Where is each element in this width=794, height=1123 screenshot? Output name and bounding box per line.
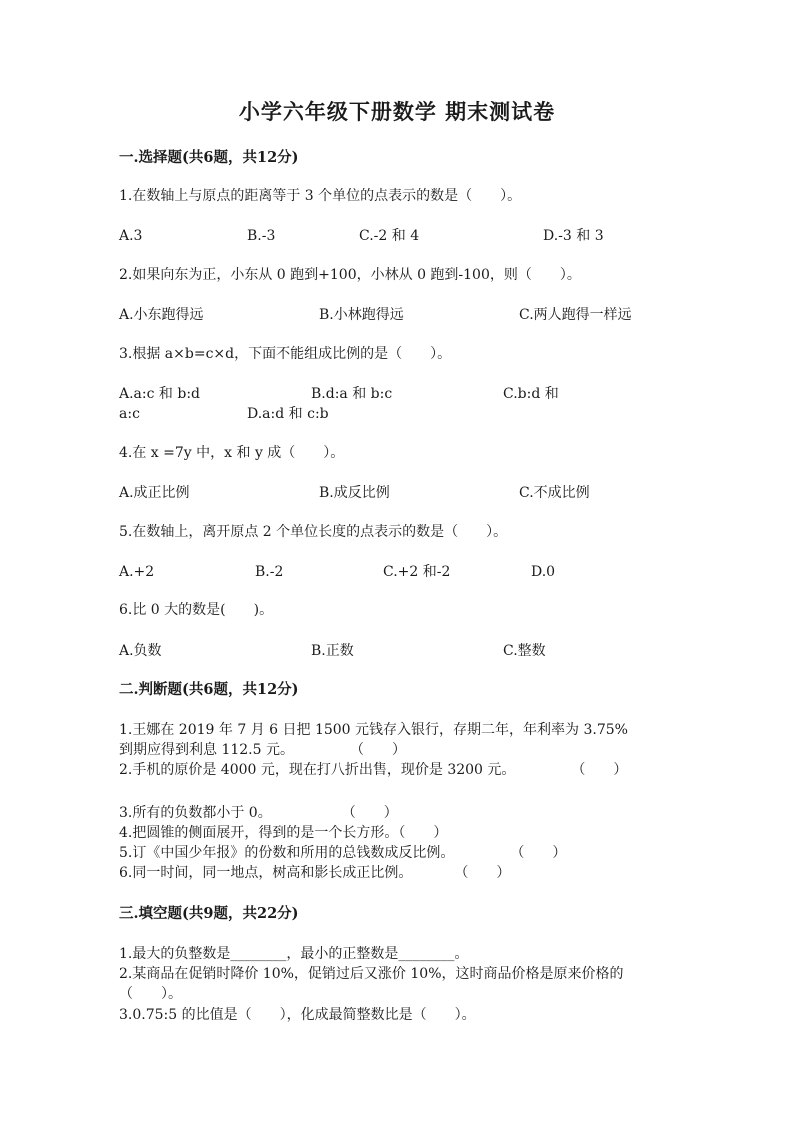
fill-item: 2.某商品在促销时降价 10%，促销过后又涨价 10%，这时商品价格是原来价格的 — [119, 966, 624, 982]
question-stem: 4.在 x =7y 中，x 和 y 成（ ）。 — [119, 445, 345, 461]
section-heading-judgement: 二.判断题(共6题，共12分) — [119, 681, 299, 698]
judgement-item: 3.所有的负数都小于 0。 （ ） — [119, 805, 398, 821]
judgement-item: 2.手机的原价是 4000 元，现在打八折出售，现价是 3200 元。 （ ） — [119, 762, 628, 778]
fill-item: 1.最大的负整数是________，最小的正整数是________。 — [119, 946, 469, 962]
option-b: B.-2 — [255, 564, 284, 580]
option-c: C.整数 — [503, 643, 546, 659]
option-a: A.3 — [119, 228, 143, 244]
option-c: C.+2 和-2 — [383, 564, 451, 580]
option-c: C.不成比例 — [519, 485, 590, 501]
option-c: C.两人跑得一样远 — [519, 307, 632, 323]
option-b: B.-3 — [247, 228, 276, 244]
judgement-item: 5.订《中国少年报》的份数和所用的总钱数成反比例。 （ ） — [119, 845, 567, 861]
option-a: A.成正比例 — [119, 485, 190, 501]
question-stem: 5.在数轴上，离开原点 2 个单位长度的点表示的数是（ ）。 — [119, 524, 508, 540]
option-a: A.小东跑得远 — [119, 307, 204, 323]
option-c: C.-2 和 4 — [359, 228, 420, 244]
option-b: B.正数 — [311, 643, 354, 659]
option-b: B.成反比例 — [319, 485, 390, 501]
section-heading-choice: 一.选择题(共6题，共12分) — [119, 149, 299, 166]
option-a: A.+2 — [119, 564, 155, 580]
question-stem: 3.根据 a×b=c×d，下面不能组成比例的是（ ）。 — [119, 346, 452, 362]
option-b: B.小林跑得远 — [319, 307, 404, 323]
option-b: B.d:a 和 b:c — [311, 386, 393, 402]
question-stem: 6.比 0 大的数是( )。 — [119, 602, 274, 618]
judgement-item: 1.王娜在 2019 年 7 月 6 日把 1500 元钱存入银行，存期二年，年利率为 3.75% — [119, 722, 628, 738]
option-d: D.0 — [531, 564, 556, 580]
option-c: C.b:d 和 — [503, 386, 559, 402]
question-stem: 2.如果向东为正，小东从 0 跑到+100，小林从 0 跑到-100，则（ ）。 — [119, 267, 581, 283]
judgement-item-continued: 到期应得到利息 112.5 元。 （ ） — [119, 742, 406, 758]
section-heading-fill: 三.填空题(共9题，共22分) — [119, 905, 299, 922]
page-title: 小学六年级下册数学 期末测试卷 — [238, 99, 556, 124]
option-a: A.负数 — [119, 643, 162, 659]
option-d: D.-3 和 3 — [543, 228, 604, 244]
option-a: A.a:c 和 b:d — [119, 386, 201, 402]
judgement-item: 4.把圆锥的侧面展开，得到的是一个长方形。（ ） — [119, 825, 448, 841]
option-c-continued: a:c — [119, 406, 140, 422]
judgement-item: 6.同一时间，同一地点，树高和影长成正比例。 （ ） — [119, 865, 511, 881]
option-d: D.a:d 和 c:b — [247, 406, 329, 422]
fill-item: 3.0.75:5 的比值是（ ），化成最简整数比是（ ）。 — [119, 1007, 476, 1023]
question-stem: 1.在数轴上与原点的距离等于 3 个单位的点表示的数是（ ）。 — [119, 188, 522, 204]
fill-item-continued: （ ）。 — [119, 986, 182, 1002]
